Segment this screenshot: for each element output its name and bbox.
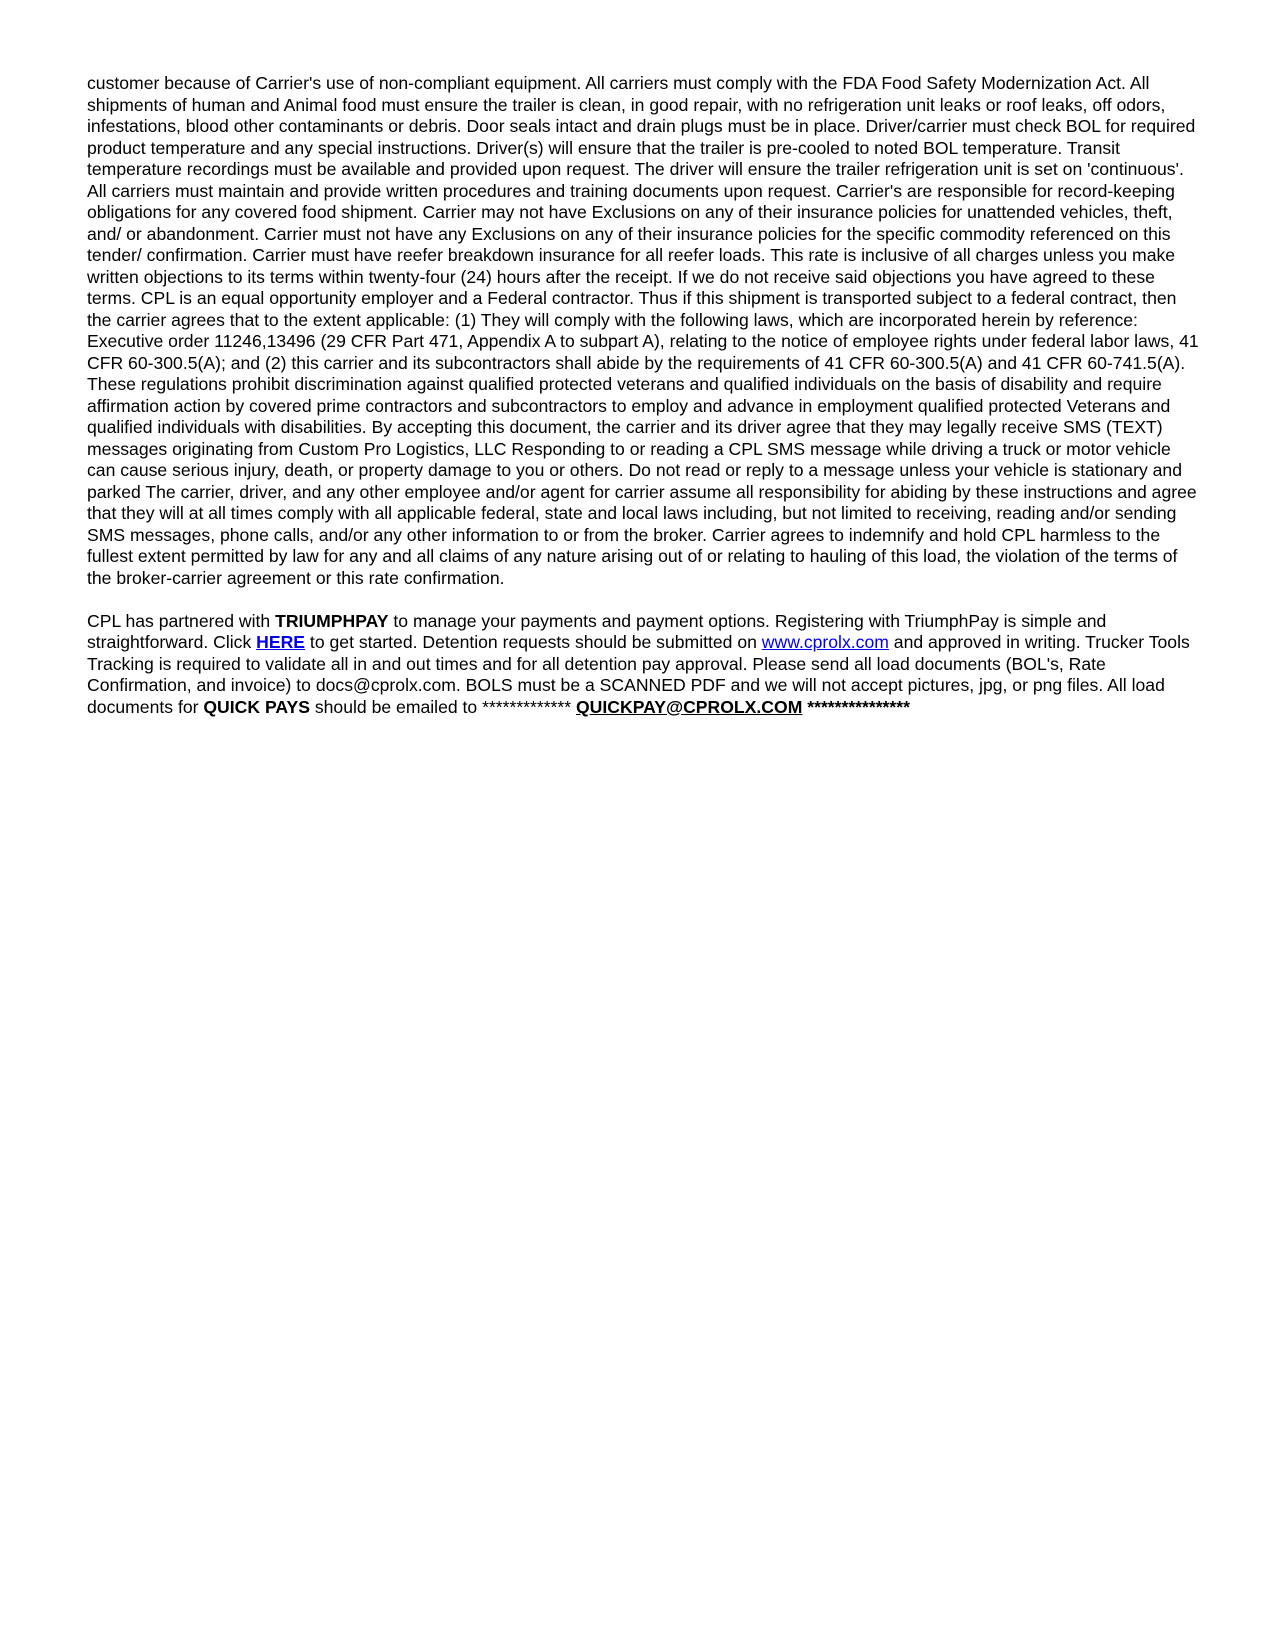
payment-text-3: to get started. Detention requests should be submitted on: [305, 632, 762, 652]
payment-text-5: should be emailed to *************: [309, 696, 576, 717]
triumphpay-label: TRIUMPHPAY: [275, 610, 389, 631]
payment-text-2: to manage your payments and payment options. Registering with TriumphPay is simple and straightforward. Click: [87, 610, 1107, 652]
quick-pays-label: QUICK PAYS: [203, 696, 310, 717]
payment-text-4: and approved in writing. Trucker Tools Tracking is required to validate all in and out times and for all detention pay approval. Please send all load documents (BOL's, Rate Confirmation, and invoice) to docs@cprolx.com. BOLS must be a SCANNED PDF and we will not accept pictures, jpg, or png files. All load documents for: [87, 632, 1190, 717]
payment-paragraph: [87, 611, 1199, 719]
payment-text-6: ***************: [802, 696, 910, 717]
quickpay-email[interactable]: QUICKPAY@CPROLX.COM: [576, 696, 803, 717]
here-link[interactable]: HERE: [256, 632, 306, 652]
paragraph-spacer: [87, 589, 1199, 611]
website-link[interactable]: www.cprolx.com: [761, 632, 889, 652]
document-page: [87, 73, 1199, 718]
payment-text-1: CPL has partnered with: [87, 610, 276, 631]
terms-paragraph: customer because of Carrier's use of non-compliant equipment. All carriers must comply with the FDA Food Safety Modernization Act. All shipments of human and Animal food must ensure the trailer is clean, in good repair, with no refrigeration unit leaks or roof leaks, off odors, infestations, blood other contaminants or debris. Door seals intact and drain plugs must be in place. Driver/carrier must check BOL for required product temperature and any special instructions. Driver(s) will ensure that the trailer is pre-cooled to noted BOL temperature. Transit temperature recordings must be available and provided upon request. The driver will ensure the trailer refrigeration unit is set on 'continuous'. All carriers must maintain and provide written procedures and training documents upon request. Carrier's are responsible for record-keeping obligations for any covered food shipment. Carrier may not have Exclusions on any of their insurance policies for unattended vehicles, theft, and/ or abandonment. Carrier must not have any Exclusions on any of their insurance policies for the specific commodity referenced on this tender/ confirmation. Carrier must have reefer breakdown insurance for all reefer loads. This rate is inclusive of all charges unless you make written objections to its terms within twenty-four (24) hours after the receipt. If we do not receive said objections you have agreed to these terms. CPL is an equal opportunity employer and a Federal contractor. Thus if this shipment is transported subject to a federal contract, then the carrier agrees that to the extent applicable: (1) They will comply with the following laws, which are incorporated herein by reference: Executive order 11246,13496 (29 CFR Part 471, Appendix A to subpart A), relating to the notice of employee rights under federal labor laws, 41 CFR 60-300.5(A); and (2) this carrier and its subcontractors shall abide by the requirements of 41 CFR 60-300.5(A) and 41 CFR 60-741.5(A). These regulations prohibit discrimination against qualified protected veterans and qualified individuals on the basis of disability and require affirmation action by covered prime contractors and subcontractors to employ and advance in employment qualified protected Veterans and qualified individuals with disabilities. By accepting this document, the carrier and its driver agree that they may legally receive SMS (TEXT) messages originating from Custom Pro Logistics, LLC Responding to or reading a CPL SMS message while driving a truck or motor vehicle can cause serious injury, death, or property damage to you or others. Do not read or reply to a message unless your vehicle is stationary and parked The carrier, driver, and any other employee and/or agent for carrier assume all responsibility for abiding by these instructions and agree that they will at all times comply with all applicable federal, state and local laws including, but not limited to receiving, reading and/or sending SMS messages, phone calls, and/or any other information to or from the broker. Carrier agrees to indemnify and hold CPL harmless to the fullest extent permitted by law for any and all claims of any nature arising out of or relating to hauling of this load, the violation of the terms of the broker-carrier agreement or this rate confirmation.: [87, 73, 1199, 588]
